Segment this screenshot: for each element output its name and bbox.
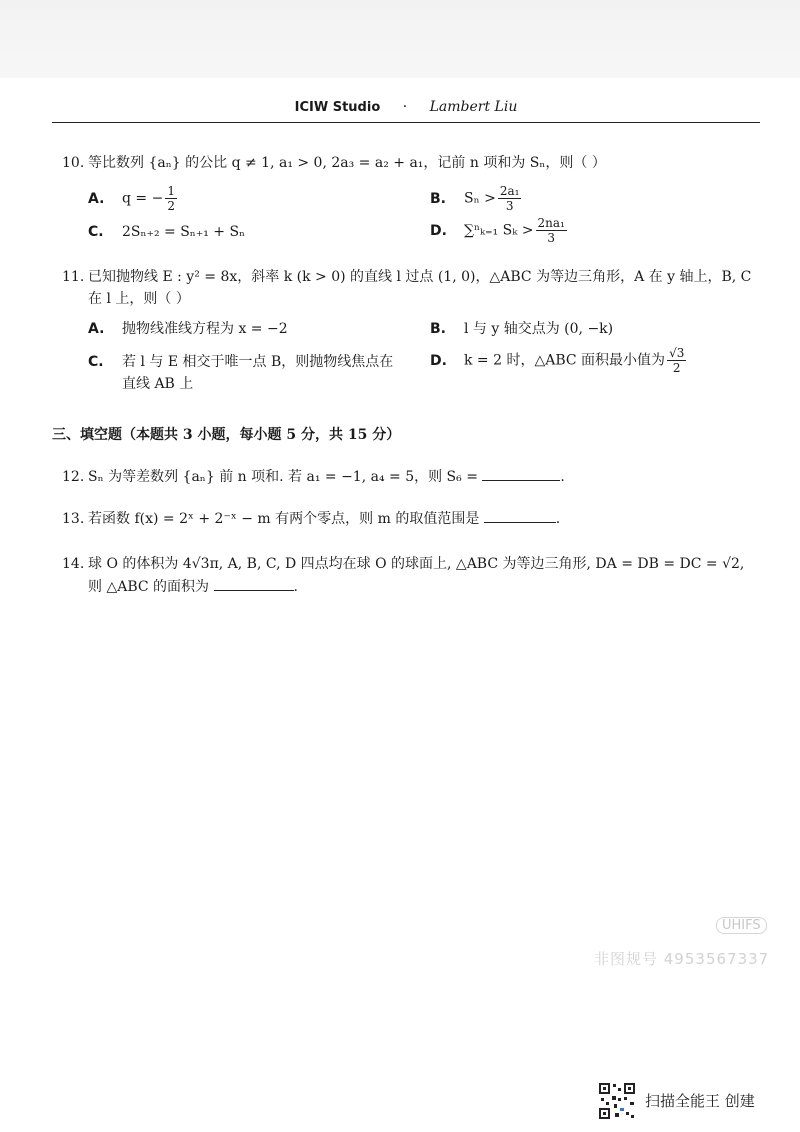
question-number: 14. [62, 556, 85, 572]
option-11-d [430, 346, 688, 375]
fraction-numerator: 1 [167, 184, 175, 198]
page-top-shade [0, 0, 800, 78]
option-label: B. [430, 190, 446, 207]
question-14-line2 [88, 576, 748, 598]
question-text: 已知抛物线 E : y² = 8x，斜率 k (k > 0) 的直线 l 过点 (1, 0)，△ABC 为等边三角形，A 在 y 轴上，B, C [88, 269, 752, 285]
option-10-c [88, 221, 245, 243]
option-label: B. [430, 321, 446, 337]
option-11-c [88, 351, 393, 373]
fraction-denominator: 3 [505, 199, 514, 213]
question-14 [62, 553, 762, 575]
option-label: A. [88, 190, 105, 207]
answer-blank[interactable] [484, 508, 556, 523]
watermark-badge: UHIFS [716, 917, 767, 934]
question-11 [62, 266, 762, 288]
header-separator: · [402, 99, 408, 115]
option-11-a [88, 318, 288, 340]
question-end: . [555, 511, 561, 527]
answer-blank[interactable] [214, 576, 294, 591]
fraction-numerator: 2na₁ [537, 216, 565, 230]
question-13 [62, 508, 762, 530]
option-text: 直线 AB 上 [122, 376, 194, 392]
option-10-a [88, 184, 179, 213]
option-11-c-line2 [122, 373, 193, 395]
fraction [165, 184, 177, 213]
page-header [52, 96, 760, 123]
option-text: l 与 y 轴交点为 (0, −k) [464, 321, 614, 337]
question-text: 在 l 上，则（ ） [88, 291, 190, 307]
fraction [498, 184, 522, 213]
question-number: 10. [62, 155, 85, 171]
question-text: Sₙ 为等差数列 {aₙ} 前 n 项和. 若 a₁ = −1, a₄ = 5，则 S₆ = [88, 469, 478, 485]
question-11-line2 [88, 288, 748, 310]
question-text: 则 △ABC 的面积为 [88, 579, 210, 595]
question-text: 球 O 的体积为 4√3π, A, B, C, D 四点均在球 O 的球面上, △ABC 为等边三角形, DA = DB = DC = √2, [88, 556, 745, 572]
question-end: . [293, 579, 298, 595]
fraction [536, 216, 567, 245]
header-studio: ICIW Studio [294, 100, 381, 115]
option-text: 抛物线准线方程为 x = −2 [122, 321, 288, 337]
option-label: D. [430, 222, 447, 239]
scanner-credit: 扫描全能王 创建 [645, 1092, 755, 1110]
option-text: k = 2 时，△ABC 面积最小值为 [464, 352, 666, 369]
fraction-numerator: √3 [669, 346, 685, 360]
option-11-b [430, 318, 613, 340]
option-label: C. [88, 224, 104, 240]
option-label: C. [88, 354, 104, 370]
question-12 [62, 466, 762, 488]
fraction-numerator: 2a₁ [499, 184, 520, 198]
option-10-d [430, 216, 569, 245]
option-text: ∑ⁿₖ₌₁ Sₖ > [464, 222, 534, 239]
fraction-denominator: 3 [547, 231, 555, 245]
option-text: q = − [122, 190, 164, 207]
question-10 [62, 152, 762, 174]
question-number: 11. [62, 269, 85, 285]
option-10-b [430, 184, 523, 213]
question-text: 若函数 f(x) = 2ˣ + 2⁻ˣ − m 有两个零点，则 m 的取值范围是 [88, 511, 480, 527]
fraction-denominator: 2 [672, 361, 681, 375]
option-text: Sₙ > [464, 190, 496, 207]
fraction [667, 346, 686, 375]
option-label: A. [88, 321, 105, 337]
fraction-denominator: 2 [167, 199, 175, 213]
section-title: 三、填空题（本题共 3 小题，每小题 5 分，共 15 分） [52, 427, 401, 443]
watermark-text: 非图规号 4953567337 [594, 950, 770, 968]
option-label: D. [430, 352, 447, 369]
qr-code-icon [598, 1082, 636, 1120]
option-text: 若 l 与 E 相交于唯一点 B，则抛物线焦点在 [122, 354, 394, 370]
answer-blank[interactable] [482, 466, 560, 481]
question-number: 13. [62, 511, 85, 527]
question-end: . [560, 469, 565, 485]
option-text: 2Sₙ₊₂ = Sₙ₊₁ + Sₙ [122, 224, 246, 240]
question-number: 12. [62, 469, 85, 485]
header-author: Lambert Liu [429, 99, 518, 115]
question-text: 等比数列 {aₙ} 的公比 q ≠ 1, a₁ > 0, 2a₃ = a₂ + a₁，记前 n 项和为 Sₙ，则（ ） [88, 155, 606, 171]
